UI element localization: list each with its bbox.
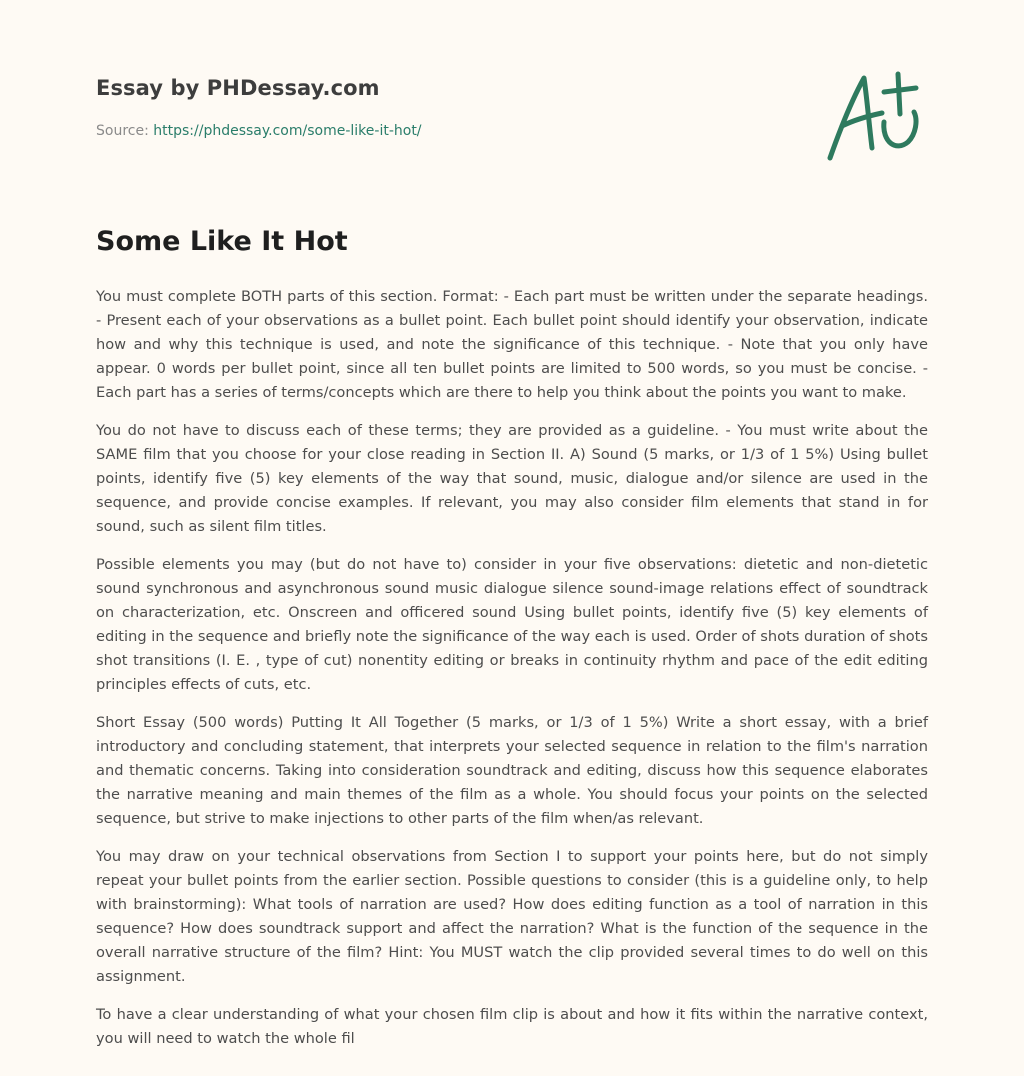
paragraph: To have a clear understanding of what your chosen film clip is about and how it fits within the narrative context, you will need to watch the whole fil: [96, 1006, 928, 1047]
paragraph: Short Essay (500 words) Putting It All Together (5 marks, or 1/3 of 1 5%) Write a short essay, with a brief introductory and concluding statement, that interprets your selected sequence in relation to the film's narration and thematic concerns. Taking into consideration soundtrack and editing, discuss how this sequence elaborates the narrative meaning and main themes of the film as a whole. You should focus your points on the selected sequence, but strive to make injections to other parts of the film when/as relevant.: [96, 714, 928, 827]
source-link[interactable]: https://phdessay.com/some-like-it-hot/: [153, 123, 422, 139]
paragraph: You must complete BOTH parts of this section. Format: - Each part must be written under the separate headings. - Present each of your observations as a bullet point. Each bullet point should identify your observation, indicate how and why this technique is used, and note the significance of this technique. - Note that you only have appear. 0 words per bullet point, since all ten bullet points are limited to 500 words, so you must be concise. - Each part has a series of terms/concepts which are there to help you think about the points you want to make.: [96, 288, 928, 401]
paragraph: Possible elements you may (but do not have to) consider in your five observations: dietetic and non-dietetic sound synchronous and asynchronous sound music dialogue silence sound-image relations effect of soundtrack on characterization, etc. Onscreen and officered sound Using bullet points, identify five (5) key elements of editing in the sequence and briefly note the significance of the way each is used. Order of shots duration of shots shot transitions (I. E. , type of cut) nonentity editing or breaks in continuity rhythm and pace of the edit editing principles effects of cuts, etc.: [96, 556, 928, 693]
paragraph: You do not have to discuss each of these terms; they are provided as a guideline. - You must write about the SAME film that you choose for your close reading in Section II. A) Sound (5 marks, or 1/3 of 1 5%) Using bullet points, identify five (5) key elements of the way that sound, music, dialogue and/or silence are used in the sequence, and provide concise examples. If relevant, you may also consider film elements that stand in for sound, such as silent film titles.: [96, 422, 928, 535]
essay-body: [96, 285, 928, 1065]
source-line: [96, 123, 422, 139]
brand-title: Essay by PHDessay.com: [96, 76, 380, 100]
source-label: Source:: [96, 123, 149, 139]
a-plus-logo-icon: [820, 66, 932, 166]
essay-header: [96, 76, 422, 139]
paragraph: You may draw on your technical observations from Section I to support your points here, but do not simply repeat your bullet points from the earlier section. Possible questions to consider (this is a guideline only, to help with brainstorming): What tools of narration are used? How does editing function as a tool of narration in this sequence? How does soundtrack support and affect the narration? What is the function of the sequence in the overall narrative structure of the film? Hint: You MUST watch the clip provided several times to do well on this assignment.: [96, 848, 928, 985]
document-title: Some Like It Hot: [96, 226, 348, 257]
